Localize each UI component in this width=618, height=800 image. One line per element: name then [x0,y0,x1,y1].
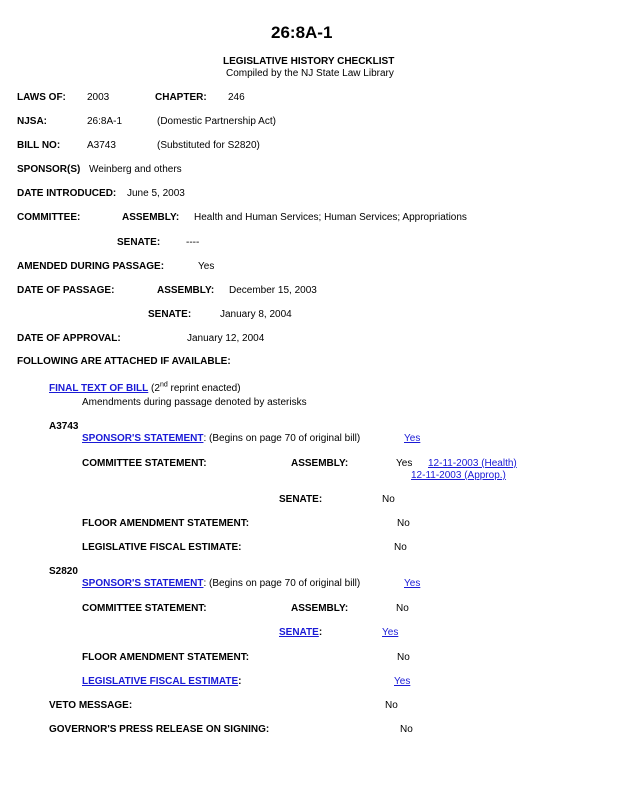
press-release-label: GOVERNOR'S PRESS RELEASE ON SIGNING: [49,724,270,735]
a3743-assembly-value: Yes [396,458,413,469]
passage-senate-label: SENATE: [148,309,192,320]
committee-assembly-value: Health and Human Services; Human Services; Appropriations [194,212,467,223]
s2820-sponsor-line [82,578,360,590]
s2820-senate-colon: : [318,627,323,638]
s2820-fiscal-colon: : [238,676,242,687]
final-text-link[interactable]: FINAL TEXT OF BILL [49,383,149,394]
a3743-health-link[interactable]: 12-11-2003 (Health) [428,458,517,469]
approval-label: DATE OF APPROVAL: [17,333,121,344]
s2820-senate-yes-link[interactable]: Yes [382,627,399,638]
page-subtitle: LEGISLATIVE HISTORY CHECKLIST [223,56,395,67]
amended-label: AMENDED DURING PASSAGE: [17,261,165,272]
amendments-note: Amendments during passage denoted by asterisks [82,397,307,408]
s2820-fiscal-line [82,676,241,688]
passage-senate-value: January 8, 2004 [220,309,292,320]
a3743-sponsor-yes-link[interactable]: Yes [404,433,421,444]
passage-assembly-label: ASSEMBLY: [157,285,215,296]
a3743-floor-label: FLOOR AMENDMENT STATEMENT: [82,518,250,529]
passage-assembly-value: December 15, 2003 [229,285,317,296]
njsa-note: (Domestic Partnership Act) [157,116,276,127]
committee-senate-label: SENATE: [117,237,161,248]
sponsors-value: Weinberg and others [89,164,182,175]
laws-of-value: 2003 [87,92,110,103]
bill-no-value: A3743 [87,140,116,151]
press-release-value: No [400,724,413,735]
a3743-senate-label: SENATE: [279,494,323,505]
following-label: FOLLOWING ARE ATTACHED IF AVAILABLE: [17,356,231,367]
amended-value: Yes [198,261,215,272]
committee-senate-value: ---- [186,237,200,248]
a3743-sponsor-line [82,433,360,445]
sponsors-label: SPONSOR(S) [17,164,81,175]
s2820-label: S2820 [49,566,78,577]
passage-label: DATE OF PASSAGE: [17,285,115,296]
veto-value: No [385,700,398,711]
final-text-line [49,383,241,395]
chapter-value: 246 [228,92,245,103]
s2820-fiscal-yes-link[interactable]: Yes [394,676,411,687]
njsa-label: NJSA: [17,116,48,127]
final-text-post: reprint enacted) [167,383,241,394]
final-text-sup: nd [159,381,168,389]
s2820-floor-label: FLOOR AMENDMENT STATEMENT: [82,652,250,663]
s2820-senate-link[interactable]: SENATE [279,627,319,638]
s2820-senate-line [279,627,322,639]
laws-of-label: LAWS OF: [17,92,66,103]
s2820-sponsor-statement-link[interactable]: SPONSOR'S STATEMENT [82,578,204,589]
s2820-floor-value: No [397,652,410,663]
a3743-sponsor-note: : (Begins on page 70 of original bill) [203,433,361,444]
page-title: 26:8A-1 [271,23,333,42]
s2820-sponsor-yes-link[interactable]: Yes [404,578,421,589]
compiled-by: Compiled by the NJ State Law Library [226,68,394,79]
chapter-label: CHAPTER: [155,92,207,103]
s2820-sponsor-note: : (Begins on page 70 of original bill) [203,578,361,589]
a3743-committee-label: COMMITTEE STATEMENT: [82,458,207,469]
bill-no-label: BILL NO: [17,140,61,151]
a3743-approp-link[interactable]: 12-11-2003 (Approp.) [411,470,506,481]
committee-assembly-label: ASSEMBLY: [122,212,180,223]
a3743-assembly-label: ASSEMBLY: [291,458,349,469]
s2820-assembly-value: No [396,603,409,614]
njsa-value: 26:8A-1 [87,116,123,127]
s2820-committee-label: COMMITTEE STATEMENT: [82,603,207,614]
bill-no-note: (Substituted for S2820) [157,140,260,151]
a3743-fiscal-label: LEGISLATIVE FISCAL ESTIMATE: [82,542,242,553]
approval-value: January 12, 2004 [187,333,265,344]
a3743-sponsor-statement-link[interactable]: SPONSOR'S STATEMENT [82,433,204,444]
committee-label: COMMITTEE: [17,212,81,223]
a3743-floor-value: No [397,518,410,529]
date-introduced-value: June 5, 2003 [127,188,185,199]
s2820-assembly-label: ASSEMBLY: [291,603,349,614]
s2820-fiscal-link[interactable]: LEGISLATIVE FISCAL ESTIMATE [82,676,239,687]
a3743-fiscal-value: No [394,542,407,553]
a3743-label: A3743 [49,421,79,432]
a3743-senate-value: No [382,494,395,505]
final-text-pre: (2 [148,383,160,394]
veto-label: VETO MESSAGE: [49,700,133,711]
date-introduced-label: DATE INTRODUCED: [17,188,117,199]
